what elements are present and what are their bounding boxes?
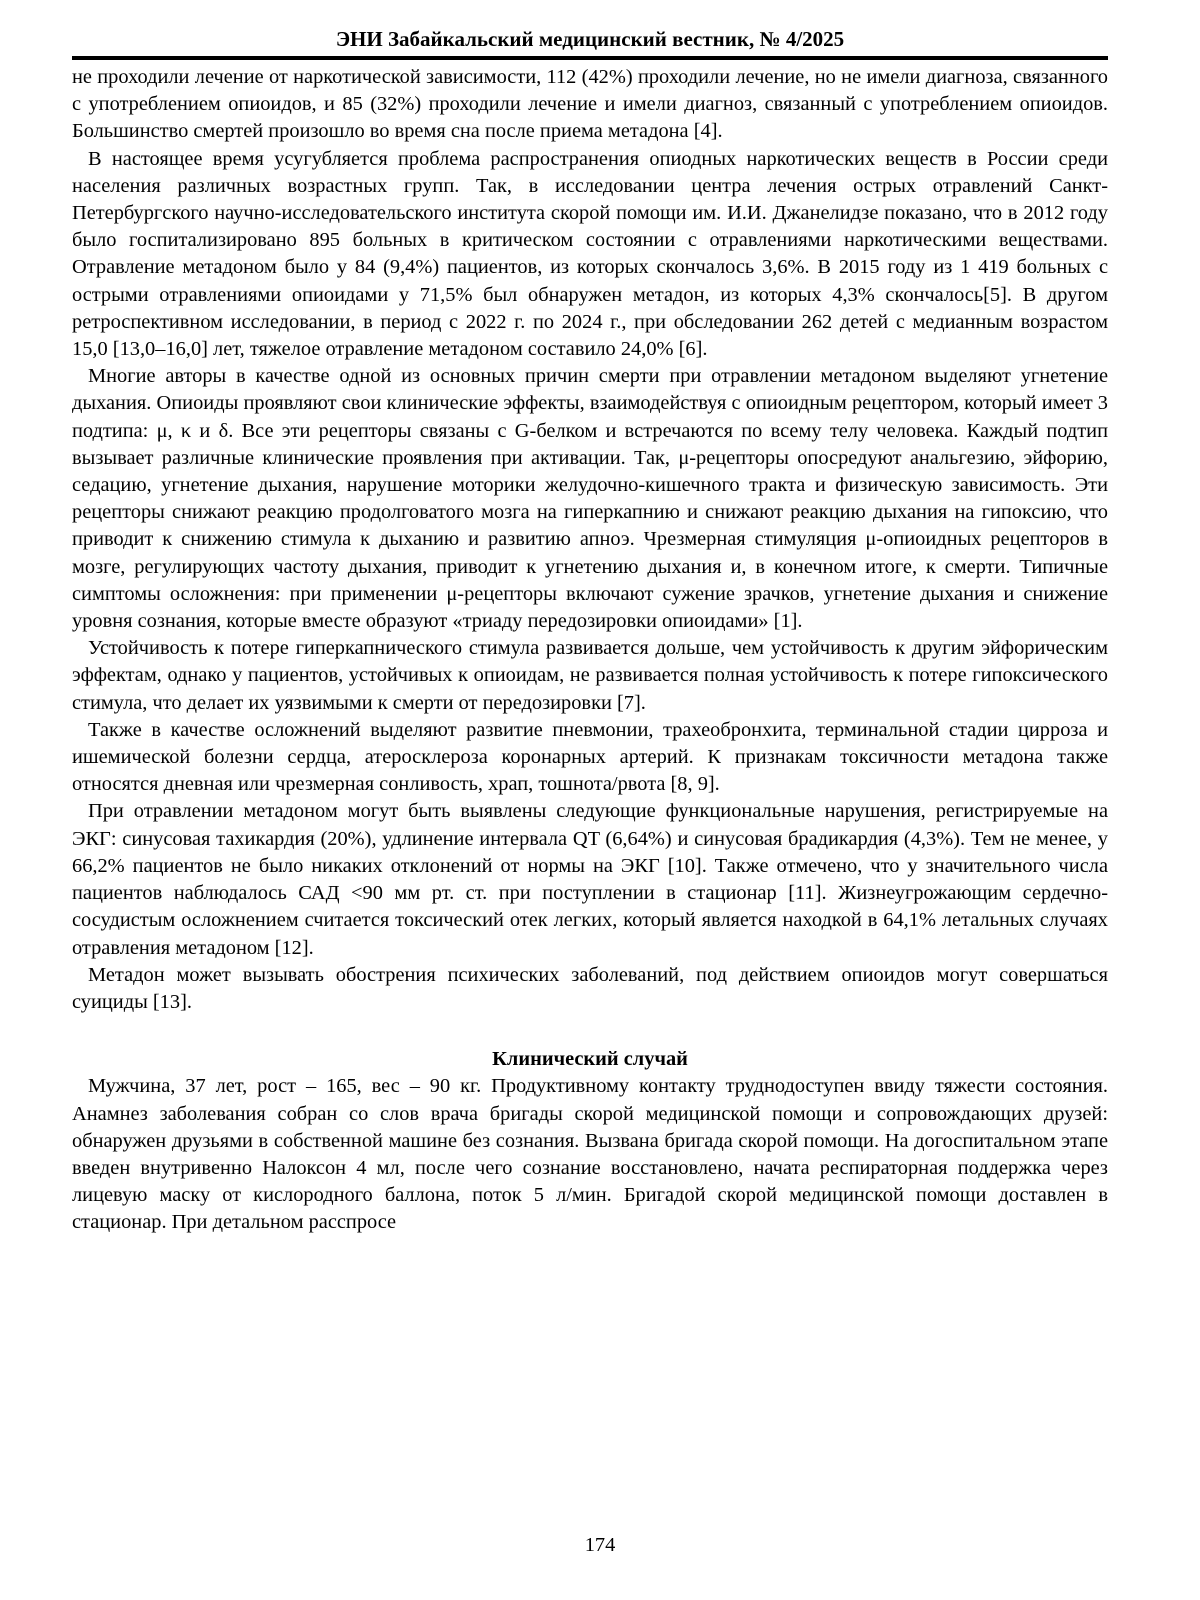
paragraph-complications: Также в качестве осложнений выделяют развитие пневмонии, трахеобронхита, терминальной стадии цирроза и ишемической болезни сердца, атеросклероза коронарных артерий. К признакам токсичности метадона также относятся дневная или чрезмерная сонливость, храп, тошнота/рвота [8, 9]. — [72, 718, 1108, 796]
paragraph-respiratory-depression: Многие авторы в качестве одной из основных причин смерти при отравлении метадоном выделяют угнетение дыхания. Опиоиды проявляют свои клинические эффекты, взаимодействуя с опиоидным рецептором, который имеет 3 подтипа: μ, κ и δ. Все эти рецепторы связаны с G-белком и встречаются по всему телу человека. Каждый подтип вызывает различные клинические проявления при активации. Так, μ-рецепторы опосредуют анальгезию, эйфорию, седацию, угнетение дыхания, нарушение моторики желудочно-кишечного тракта и физическую зависимость. Эти рецепторы снижают реакцию продолговатого мозга на гиперкапнию и снижают реакцию дыхания на гипоксию, что приводит к снижению стимула к дыханию и развитию апноэ. Чрезмерная стимуляция μ-опиоидных рецепторов в мозге, регулирующих частоту дыхания, приводит к угнетению дыхания и, в конечном итоге, к смерти. Типичные симптомы осложнения: при применении μ-рецепторы включают сужение зрачков, угнетение дыхания и снижение уровня сознания, которые вместе образуют «триаду передозировки опиоидами» [1]. — [72, 365, 1108, 633]
page — [72, 24, 1108, 1237]
paragraph-clinical-case: Мужчина, 37 лет, рост – 165, вес – 90 кг. Продуктивному контакту труднодоступен ввиду тяжести состояния. Анамнез заболевания собран со слов врача бригады скорой медицинской помощи и сопровождающих друзей: обнаружен друзьями в собственной машине без сознания. Вызвана бригада скорой помощи. На догоспитальном этапе введен внутривенно Налоксон 4 мл, после чего сознание восстановлено, начата респираторная поддержка через лицевую маску от кислородного баллона, поток 5 л/мин. Бригадой скорой медицинской помощи доставлен в стационар. При детальном расспросе — [72, 1075, 1108, 1234]
page-number: 174 — [584, 1534, 616, 1556]
paragraph-psychiatric: Метадон может вызывать обострения психических заболеваний, под действием опиоидов могут совершаться суициды [13]. — [72, 963, 1108, 1013]
section-title: Клинический случай — [492, 1048, 688, 1071]
paragraph-tolerance: Устойчивость к потере гиперкапнического стимула развивается дольше, чем устойчивость к другим эйфорическим эффектам, однако у пациентов, устойчивых к опиоидам, не развивается полная устойчивость к потере гипоксического стимула, что делает их уязвимыми к смерти от передозировки [7]. — [72, 637, 1108, 714]
paragraph-continued: не проходили лечение от наркотической зависимости, 112 (42%) проходили лечение, но не имели диагноза, связанного с употреблением опиоидов, и 85 (32%) проходили лечение и имели диагноз, связанный с употреблением опиоидов. Большинство смертей произошло во время сна после приема метадона [4]. — [72, 66, 1108, 143]
paragraph-ecg-findings: При отравлении метадоном могут быть выявлены следующие функциональные нарушения, регистрируемые на ЭКГ: синусовая тахикардия (20%), удлинение интервала QT (6,64%) и синусовая брадикардия (4,3%). Тем не менее, у 66,2% пациентов не было никаких отклонений от нормы на ЭКГ [10]. Также отмечено, что у значительного числа пациентов наблюдалось САД <90 мм рт. ст. при поступлении в стационар [11]. Жизнеугрожающим сердечно-сосудистым осложнением считается токсический отек легких, который является находкой в 64,1% летальных случаях отравления метадоном [12]. — [72, 800, 1108, 959]
article-body — [72, 64, 1108, 1237]
paragraph-russia-statistics: В настоящее время усугубляется проблема распространения опиодных наркотических веществ в России среди населения различных возрастных групп. Так, в исследовании центра лечения острых отравлений Санкт-Петербургского научно-исследовательского института скорой помощи им. И.И. Джанелидзе показано, что в 2012 году было госпитализировано 895 больных в критическом состоянии с отравлениями наркотическими веществами. Отравление метадоном было у 84 (9,4%) пациентов, из которых скончалось 3,6%. В 2015 году из 1 419 больных с острыми отравлениями опиоидами у 71,5% был обнаружен метадон, из которых 4,3% скончалось[5]. В другом ретроспективном исследовании, в период с 2022 г. по 2024 г., при обследовании 262 детей с медианным возрастом 15,0 [13,0–16,0] лет, тяжелое отравление метадоном составило 24,0% [6]. — [72, 147, 1108, 361]
header-rule — [72, 56, 1108, 60]
journal-header: ЭНИ Забайкальский медицинский вестник, № 4/2025 — [335, 27, 845, 51]
